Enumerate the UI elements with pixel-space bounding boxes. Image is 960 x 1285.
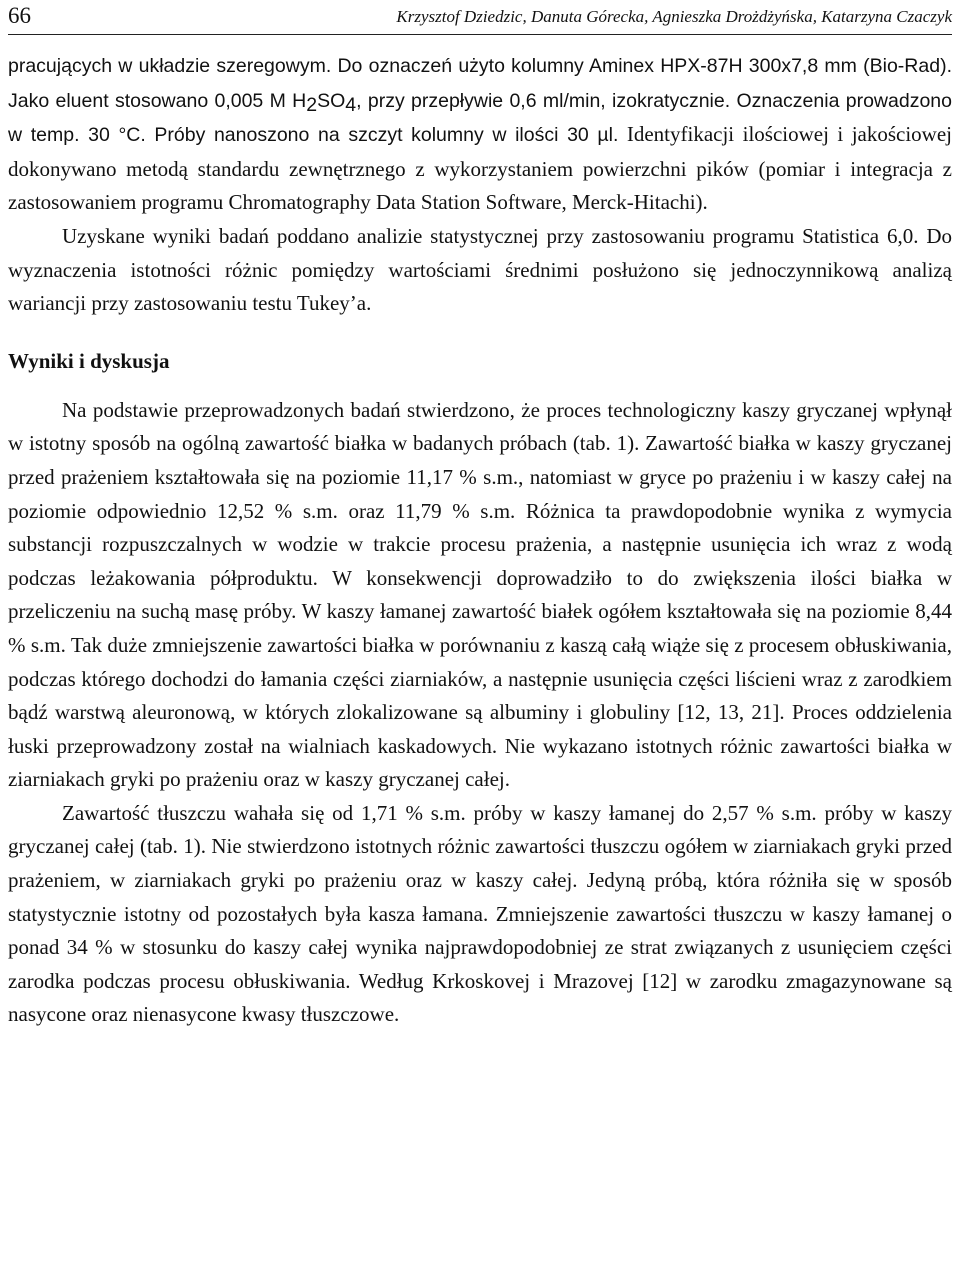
- document-page: [8, 0, 952, 1032]
- running-head-authors: Krzysztof Dziedzic, Danuta Górecka, Agnieszka Drożdżyńska, Katarzyna Czaczyk: [396, 7, 952, 26]
- methods-paragraph-hplc: [8, 49, 952, 220]
- subscript-4: 4: [345, 93, 357, 116]
- section-heading-results: Wyniki i dyskusja: [8, 348, 170, 373]
- statistics-paragraph: Uzyskane wyniki badań poddano analizie statystycznej przy zastosowaniu programu Statistica 6,0. Do wyznaczenia istotności różnic pomiędzy wartościami średnimi posłużono się jednoczynnikową analizą wariancji przy zastosowaniu testu Tukey’a.: [8, 223, 952, 316]
- methods-text-serif: Identyfikacji ilościowej i jakościowej dokonywano metodą standardu zewnętrznego z wykorzystaniem powierzchni pików (pomiar i integracja z zastosowaniem programu Chromatography Data Station Software, Merck-Hitachi).: [8, 122, 952, 215]
- results-paragraph-protein: Na podstawie przeprowadzonych badań stwierdzono, że proces technologiczny kaszy gryczanej wpłynął w istotny sposób na ogólną zawartość białka w badanych próbach (tab. 1). Zawartość białka w kaszy gryczanej przed prażeniem kształtowała się na poziomie 11,17 % s.m., natomiast w gryce po prażeniu i w kaszy całej na poziomie odpowiednio 12,52 % s.m. oraz 11,79 % s.m. Różnica ta prawdopodobnie wynika z wymycia substancji rozpuszczalnych w wodzie w trakcie procesu prażenia, a następnie usunięcia ich wraz z wodą podczas leżakowania półproduktu. W konsekwencji doprowadziło to do zwiększenia ilości białka w przeliczeniu na suchą masę próby. W kaszy łamanej zawartość białek ogółem kształtowała się na poziomie 8,44 % s.m. Tak duże zmniejszenie zawartości białka w porównaniu z kaszą całą wiąże się z procesem obłuskiwania, podczas którego dochodzi do łamania części ziarniaków, a następnie usunięcia części liścieni wraz z zarodkiem bądź warstwą aleuronową, w których zlokalizowane są albuminy i globuliny [12, 13, 21]. Proces oddzielenia łuski przeprowadzony został na wialniach kaskadowych. Nie wykazano istotnych różnic zawartości białka w ziarniakach gryki po prażeniu oraz w kaszy gryczanej całej.: [8, 397, 952, 792]
- methods-text-sans-2: SO: [317, 89, 346, 112]
- page-header: [8, 0, 952, 35]
- methods-text-sans-3: , przy przepływie 0,6 ml/min, izokratycznie. Oznaczenia prowadzono w temp. 30 °C. Próby nanoszono na szczyt kolumny w ilości 30 µl.: [8, 89, 952, 147]
- subscript-2: 2: [306, 93, 318, 116]
- results-paragraph-fat: Zawartość tłuszczu wahała się od 1,71 % s.m. próby w kaszy łamanej do 2,57 % s.m. próby w kaszy gryczanej całej (tab. 1). Nie stwierdzono istotnych różnic zawartości tłuszczu ogółem w ziarniakach gryki przed prażeniem, w ziarniakach gryki po prażeniu oraz w kaszy całej. Jedyną próbą, która różniła się w sposób statystycznie istotny od pozostałych była kasza łamana. Zmniejszenie zawartości tłuszczu w kaszy łamanej o ponad 34 % w stosunku do kaszy całej wynika najprawdopodobniej ze strat związanych z usunięciem części zarodka podczas procesu obłuskiwania. Według Krkoskovej i Mrazovej [12] w zarodku zmagazynowane są nasycone oraz nienasycone kwasy tłuszczowe.: [8, 800, 952, 1027]
- page-number: 66: [8, 3, 31, 28]
- methods-text-sans-1: pracujących w układzie szeregowym. Do oznaczeń użyto kolumny Aminex HPX-87H 300x7,8 mm (Bio-Rad). Jako eluent stosowano 0,005 M H: [8, 55, 952, 112]
